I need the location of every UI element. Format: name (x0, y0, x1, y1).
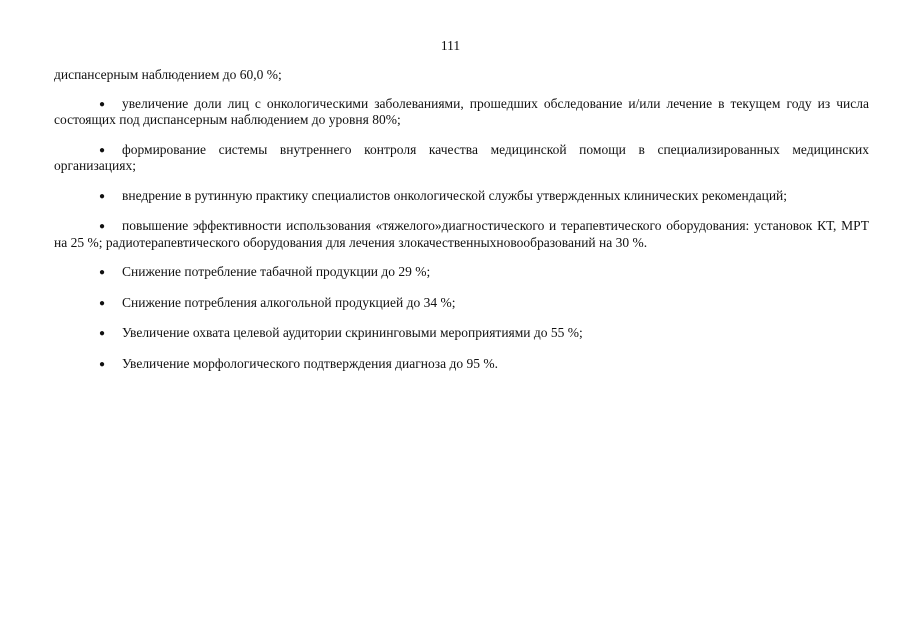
bullet-icon: ● (99, 190, 106, 202)
list-item-text: внедрение в рутинную практику специалистов онкологической службы утвержденных клинических рекомендаций; (122, 187, 788, 203)
list-item-text: Увеличение морфологического подтверждения диагноза до 95 %. (122, 355, 498, 371)
list-item-text: увеличение доли лиц с онкологическими заболеваниями, прошедших обследование и/или лечение в текущем году из числа состоящих под диспансерным наблюдением до уровня 80%; (54, 95, 869, 127)
lead-text: диспансерным наблюдением до 60,0 %; (54, 67, 282, 82)
list-item-text: Увеличение охвата целевой аудитории скрининговыми мероприятиями до 55 %; (122, 325, 583, 340)
page-number: 111 (440, 38, 461, 53)
bullet-icon: ● (99, 98, 106, 110)
list-item-text: повышение эффективности использования «тяжелого»диагностического и терапевтического оборудования: установок КТ, МРТ на 25 %; радиотерапевтического оборудования для лечения злокачественныхновообразований на 30 %. (54, 218, 869, 250)
list-item-text: Снижение потребления алкогольной продукцией до 34 %; (122, 294, 456, 310)
list-item-text: Снижение потребление табачной продукции до 29 %; (122, 264, 431, 279)
list-item (54, 356, 869, 373)
list-item (54, 295, 869, 312)
list-item (54, 188, 869, 205)
bullet-icon: ● (99, 221, 106, 232)
bullet-icon: ● (99, 328, 106, 339)
bullet-icon: ● (99, 267, 106, 278)
list-item (54, 264, 869, 281)
document-body (54, 67, 869, 386)
list-item-text: формирование системы внутреннего контроля качества медицинской помощи в специализированных медицинских организациях; (54, 141, 869, 173)
list-item (54, 96, 869, 128)
bullet-icon: ● (99, 297, 106, 309)
list-item (54, 325, 869, 342)
list-item (54, 218, 869, 250)
bullet-icon: ● (99, 358, 106, 370)
bullet-icon: ● (99, 144, 106, 156)
list-item (54, 142, 869, 174)
